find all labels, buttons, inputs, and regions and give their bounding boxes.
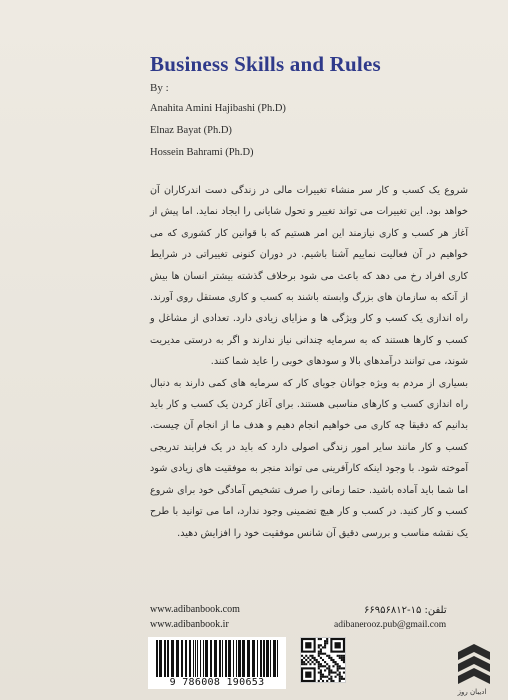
description-paragraph-1: شروع یک کسب و کار سر منشاء تغییرات مالی در زندگی دست اندرکاران آن خواهد بود. این تغییرات می تواند تغییر و تحول شایانی را ایجاد نماید. اما پیش از آغاز هر کسب و کاری نیازمند این امر هستیم که با قوانین کار کشوری که می خواهیم در آن فعالیت نماییم آشنا باشیم. در دوران کنونی تغییراتی در شرایط کاری افراد رخ می دهد که باعث می شود برخلاف گذشته بیشتر انسان ها بیش از آنکه به سازمان های بزرگ وابسته باشند به کسب و کاری مستقل روی آورند. راه اندازی یک کسب و کار ویژگی ها و مزایای زیادی دارد. تعدادی از مشاغل و کسب و کارها هستند که به سرمایه چندانی نیاز ندارند و اگر به درستی مدیریت شوند، می توانند درآمدهای بالا و سودهای خوبی را عاید شما کنند. <box>150 185 468 368</box>
book-description <box>150 180 468 544</box>
isbn-barcode <box>148 637 286 689</box>
website-ir: www.adibanbook.ir <box>150 619 229 630</box>
author-2: Elnaz Bayat (Ph.D) <box>150 125 232 136</box>
publisher-name: ادیبان روز <box>457 688 487 696</box>
author-3: Hossein Bahrami (Ph.D) <box>150 147 254 158</box>
website-com: www.adibanbook.com <box>150 604 240 615</box>
publisher-logo-icon <box>452 640 496 690</box>
email-address: adibanerooz.pub@gmail.com <box>334 620 447 630</box>
author-1: Anahita Amini Hajibashi (Ph.D) <box>150 103 286 114</box>
barcode-bars <box>148 637 286 679</box>
isbn-number: 9 786008 190653 <box>148 677 286 688</box>
qr-code-icon <box>300 637 346 683</box>
by-label: By : <box>150 82 169 94</box>
phone-number: تلفن: ۱۵-۶۶۹۵۶۸۱۲ <box>364 605 447 616</box>
book-title: Business Skills and Rules <box>150 52 381 76</box>
description-paragraph-2: بسیاری از مردم به ویژه جوانان جویای کار که سرمایه های کمی دارند به دنبال راه اندازی کسب و کارهای مناسبی هستند. برای آغاز کردن یک کسب و کار باید بدانیم که دقیقا چه کاری می خواهیم انجام دهیم و هدف ما از انجام آن چیست. کسب و کار مانند سایر امور زندگی اصولی دارد که باید در یک فرایند تدریجی آموخته شود. با وجود اینکه کارآفرینی می تواند منجر به موفقیت های زیادی شود اما شما باید آماده باشید. حتما زمانی را صرف تشخیص آمادگی خود برای شروع کسب و کار کنید. در کسب و کار هیچ تضمینی وجود ندارد، اما می توانید با طرح یک نقشه مناسب و بررسی دقیق آن شانس موفقیت خود را افزایش دهید. <box>150 377 468 539</box>
